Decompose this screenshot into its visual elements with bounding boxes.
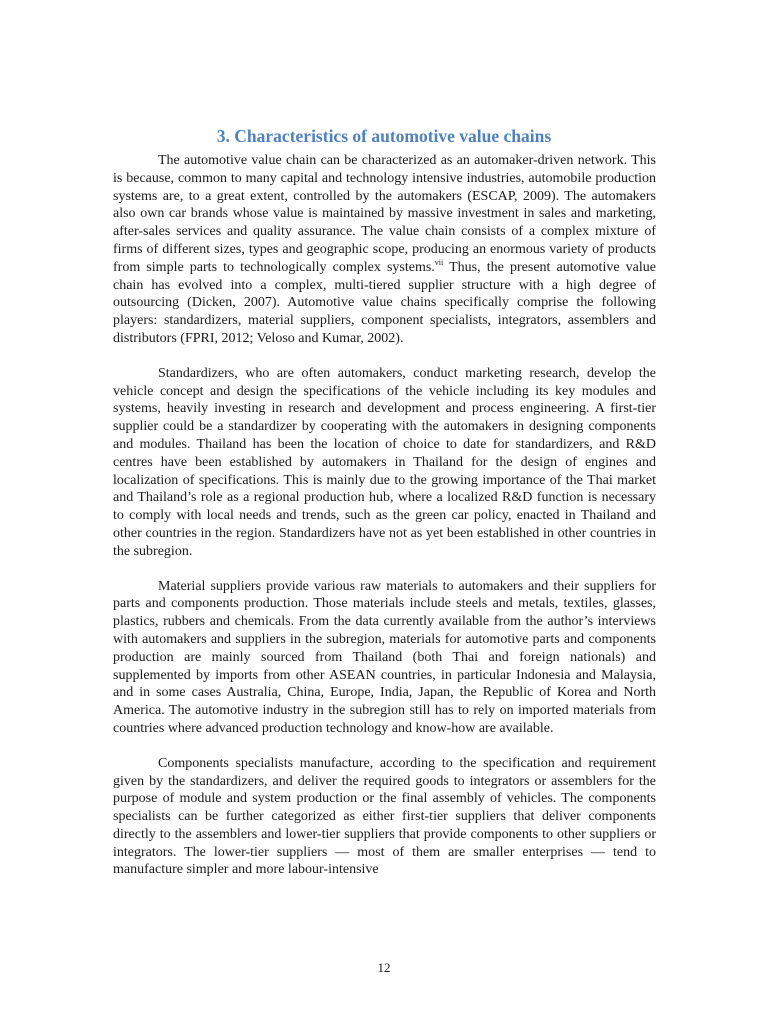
endnote-marker[interactable]: vii — [434, 257, 444, 267]
paragraph-text: The automotive value chain can be characterized as an automaker-driven network. This is because, common to many capital and technology intensive industries, automobile production systems are, to a great extent, controlled by the automakers (ESCAP, 2009). The automakers also own car brands whose value is maintained by massive investment in sales and marketing, after-sales services and quality assurance. The value chain consists of a complex mixture of firms of different sizes, types and geographic scope, producing an enormous variety of products from simple parts to technologically complex systems. — [113, 153, 656, 275]
paragraph-standardizers: Standardizers, who are often automakers, conduct marketing research, develop the vehicle concept and design the specifications of the vehicle including its key modules and systems, heavily investing in research and development and process engineering. A first-tier supplier could be a standardizer by cooperating with the automakers in designing components and modules. Thailand has been the location of choice to date for standardizers, and R&D centres have been established by automakers in Thailand for the design of engines and localization of specifications. This is mainly due to the growing importance of the Thai market and Thailand’s role as a regional production hub, where a localized R&D function is necessary to comply with local needs and trends, such as the green car policy, enacted in Thailand and other countries in the region. Standardizers have not as yet been established in other countries in the subregion. — [113, 365, 656, 559]
paragraph-material-suppliers: Material suppliers provide various raw materials to automakers and their suppliers for parts and components production. Those materials include steels and metals, textiles, glasses, plastics, rubbers and chemicals. From the data currently available from the author’s interviews with automakers and suppliers in the subregion, materials for automotive parts and components production are mainly sourced from Thailand (both Thai and foreign nationals) and supplemented by imports from other ASEAN countries, in particular Indonesia and Malaysia, and in some cases Australia, China, Europe, India, Japan, the Republic of Korea and North America. The automotive industry in the subregion still has to rely on imported materials from countries where advanced production technology and know-how are available. — [113, 578, 656, 736]
paragraph-components-specialists: Components specialists manufacture, according to the specification and requirement given by the standardizers, and deliver the required goods to integrators or assemblers for the purpose of module and system production or the final assembly of vehicles. The components specialists can be further categorized as either first-tier suppliers that deliver components directly to the assemblers and lower-tier suppliers that provide components to other suppliers or integrators. The lower-tier suppliers — most of them are smaller enterprises — tend to manufacture simpler and more labour-intensive — [113, 755, 656, 878]
paragraph-value-chain-overview — [113, 152, 656, 348]
section-heading: 3. Characteristics of automotive value chains — [216, 125, 552, 146]
paragraph-text: Thus, the present automotive value chain has evolved into a complex, multi-tiered supplier structure with a high degree of outsourcing (Dicken, 2007). Automotive value chains specifically comprise the following players: standardizers, material suppliers, component specialists, integrators, assemblers and distributors (FPRI, 2012; Veloso and Kumar, 2002). — [113, 259, 656, 346]
body-text — [113, 152, 656, 896]
page-number: 12 — [377, 960, 391, 975]
